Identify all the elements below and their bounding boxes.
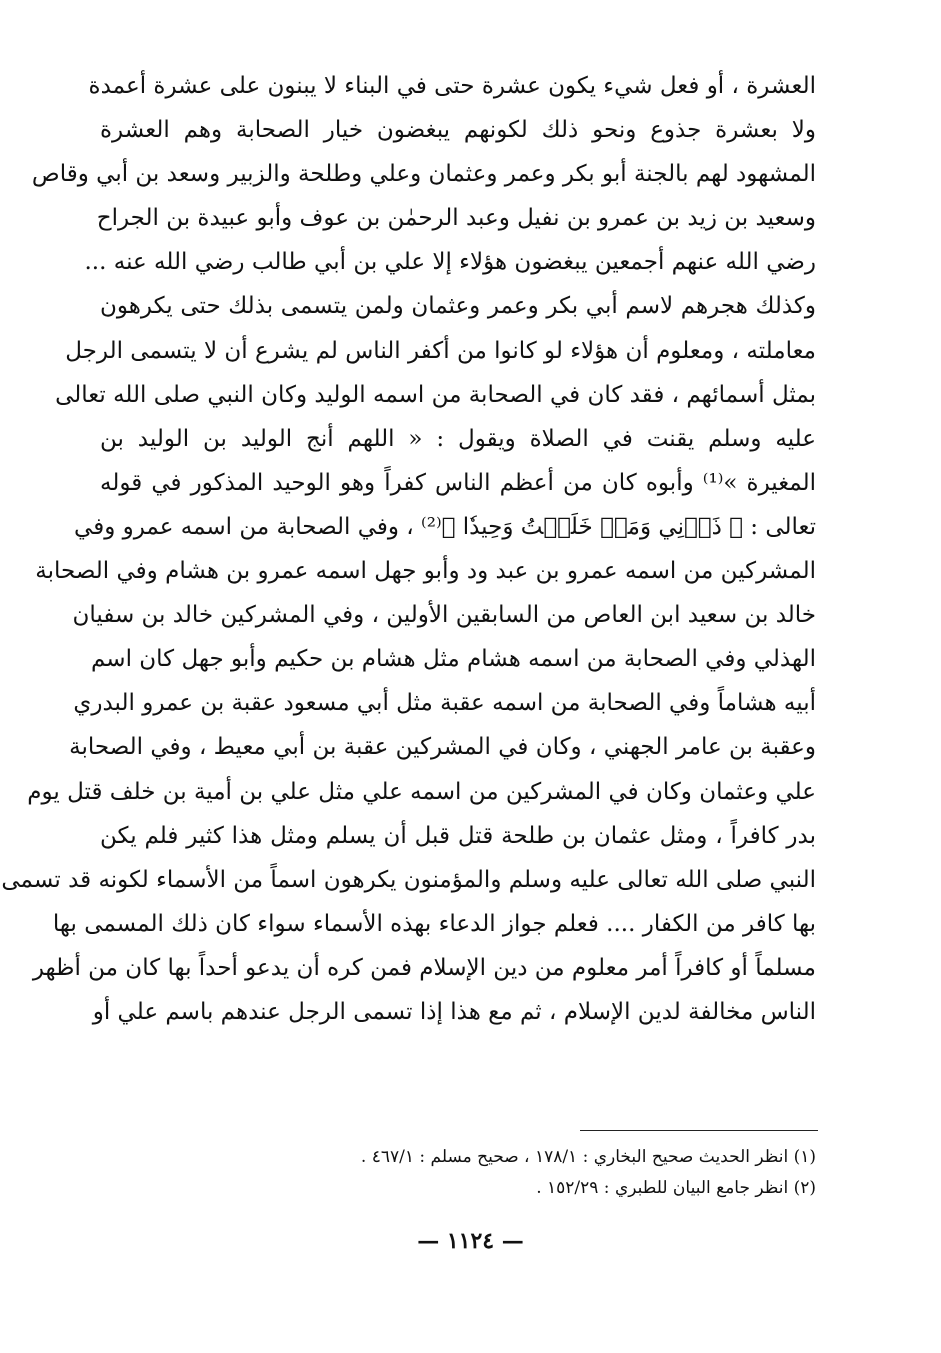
text-line: الهذلي وفي الصحابة من اسمه هشام مثل هشام بن حكيم وأبو جهل كان اسم [91, 646, 816, 673]
text-line: المشهود لهم بالجنة أبو بكر وعمر وعثمان وعلي وطلحة والزبير وسعد بن أبي وقاص [31, 161, 816, 188]
text-line: بدر كافراً ، ومثل عثمان بن طلحة قتل قبل أن يسلم ومثل هذا كثير فلم يكن [100, 822, 817, 849]
text-line: المشركين من اسمه عمرو بن عبد ود وأبو جهل اسمه عمرو بن هشام وفي الصحابة [35, 558, 816, 585]
text-line: ولا بعشرة جذوع ونحو ذلك لكونهم يبغضون خيار الصحابة وهم العشرة [100, 117, 816, 144]
text-line: وسعيد بن زيد بن عمرو بن نفيل وعبد الرحمٰن بن عوف وأبو عبيدة بن الجراح [96, 205, 816, 232]
footnote-divider [580, 1130, 818, 1131]
text-line: رضي الله عنهم أجمعين يبغضون هؤلاء إلا علي بن أبي طالب رضي الله عنه ... [84, 249, 816, 276]
main-text-block [1, 64, 817, 1034]
text-line: وعقبة بن عامر الجهني ، وكان في المشركين عقبة بن أبي معيط ، وفي الصحابة [69, 734, 816, 761]
text-line: تعالى : ﴿ ذَرۡنِي وَمَنۡ خَلَقۡتُ وَحِيدٗا ﴾⁽²⁾ ، وفي الصحابة من اسمه عمرو وفي [74, 513, 816, 540]
text-line: العشرة ، أو فعل شيء يكون عشرة حتى في البناء لا يبنون على عشرة أعمدة [88, 73, 816, 99]
text-line: مسلماً أو كافراً أمر معلوم من دين الإسلام فمن كره أن يدعو أحداً بها كان من أظهر [32, 954, 816, 981]
text-line: خالد بن سعيد ابن العاص من السابقين الأولين ، وفي المشركين خالد بن سفيان [72, 602, 816, 629]
text-line: المغيرة »⁽¹⁾ وأبوه كان من أعظم الناس كفراً وهو الوحيد المذكور في قوله [100, 469, 816, 496]
text-line: بمثل أسمائهم ، فقد كان في الصحابة من اسمه الوليد وكان النبي صلى الله تعالى [55, 381, 816, 408]
page-number: — ١١٢٤ — [417, 1228, 524, 1254]
footnote-1: (١) انظر الحديث صحيح البخاري : ١٧٨/١ ، صحيح مسلم : ٤٦٧/١ . [360, 1147, 816, 1167]
text-line: معاملته ، ومعلوم أن هؤلاء لو كانوا من أكفر الناس لم يشرع أن لا يتسمى الرجل [65, 337, 816, 364]
footnotes [216, 1142, 816, 1204]
text-line: علي وعثمان وكان في المشركين من اسمه علي مثل علي بن أمية بن خلف قتل يوم [27, 778, 816, 805]
text-line: عليه وسلم يقنت في الصلاة ويقول : « اللهم أنج الوليد بن الوليد بن [100, 425, 816, 452]
text-line: النبي صلى الله تعالى عليه وسلم والمؤمنون يكرهون اسماً من الأسماء لكونه قد تسمى [1, 866, 816, 893]
text-line: الناس مخالفة لدين الإسلام ، ثم مع هذا إذا تسمى الرجل عندهم باسم علي أو [92, 998, 816, 1025]
text-line: وكذلك هجرهم لاسم أبي بكر وعمر وعثمان ولمن يتسمى بذلك حتى يكرهون [100, 293, 816, 320]
text-line: بها كافر من الكفار .... فعلم جواز الدعاء بهذه الأسماء سواء كان ذلك المسمى بها [52, 910, 816, 937]
text-line: أبيه هشاماً وفي الصحابة من اسمه عقبة مثل أبي مسعود عقبة بن عمرو البدري [73, 690, 816, 717]
footnote-2: (٢) انظر جامع البيان للطبري : ١٥٢/٢٩ . [536, 1178, 816, 1198]
